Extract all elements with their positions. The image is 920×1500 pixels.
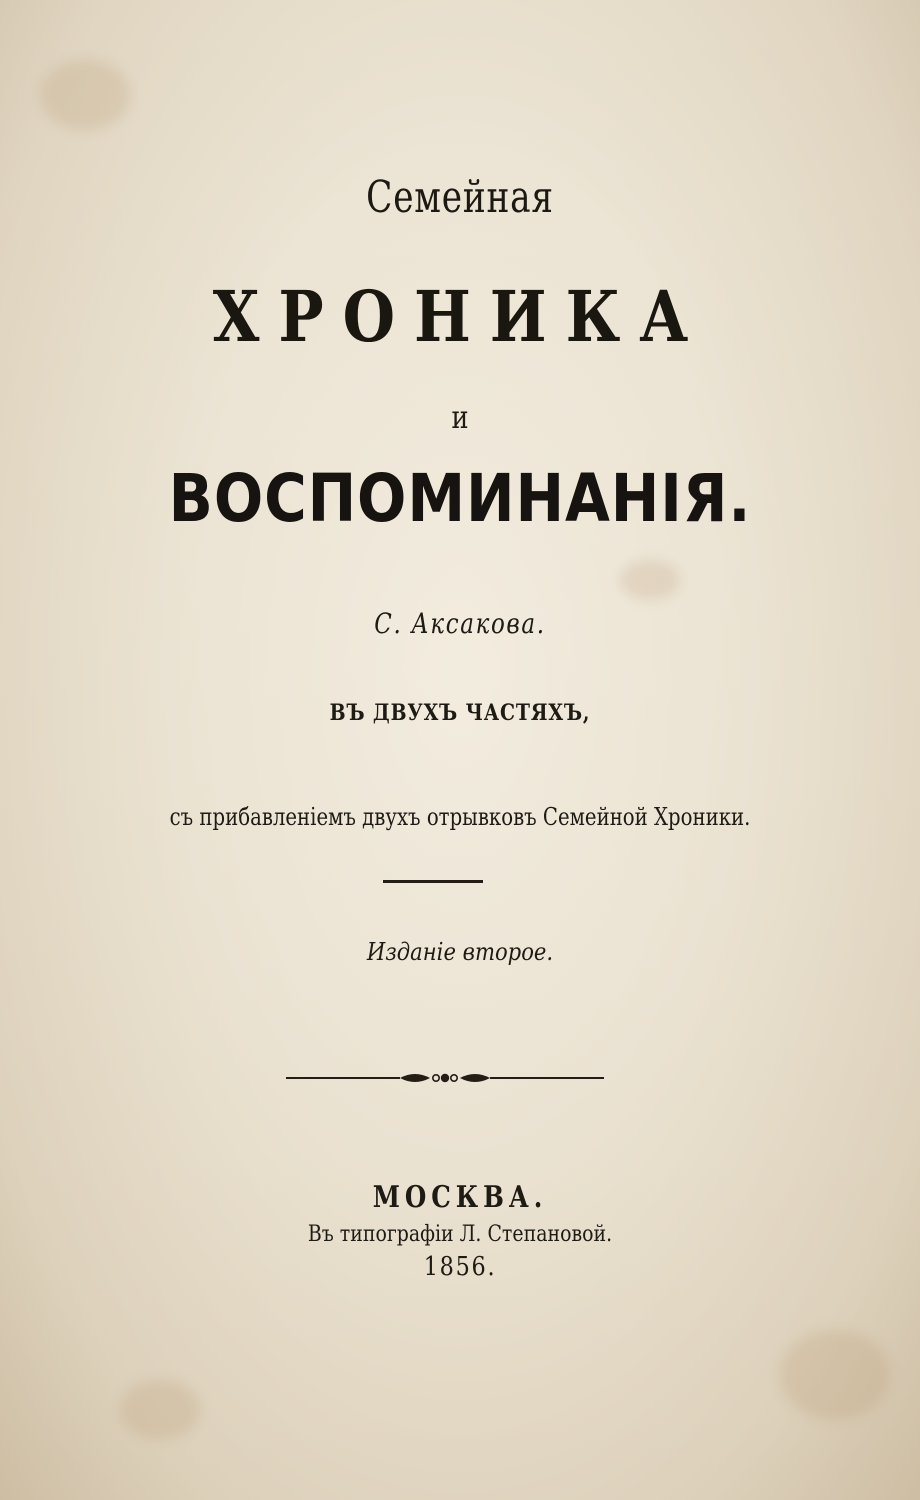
short-divider-rule — [383, 880, 483, 883]
paper-stain — [40, 60, 130, 130]
imprint-printer: Въ типографіи Л. Степановой. — [307, 1222, 613, 1247]
edition-line: Изданіе второе. — [366, 938, 554, 966]
paper-stain — [620, 560, 680, 600]
paper-stain — [780, 1330, 890, 1420]
ornamental-divider — [280, 1066, 610, 1090]
author-line: С. Аксакова. — [374, 607, 546, 640]
title-line-1: Семейная — [366, 172, 554, 223]
title-line-4: ВОСПОМИНАНІЯ. — [168, 460, 752, 537]
parts-line: ВЪ ДВУХЪ ЧАСТЯХЪ, — [329, 700, 591, 726]
title-line-3: и — [451, 398, 469, 436]
imprint-city: МОСКВА. — [372, 1180, 548, 1215]
addition-line: съ прибавленіемъ двухъ отрывковъ Семейной Хроники. — [169, 803, 751, 831]
title-line-2: ХРОНИКА — [212, 275, 708, 358]
imprint-year: 1856. — [423, 1252, 497, 1282]
paper-stain — [120, 1380, 200, 1440]
